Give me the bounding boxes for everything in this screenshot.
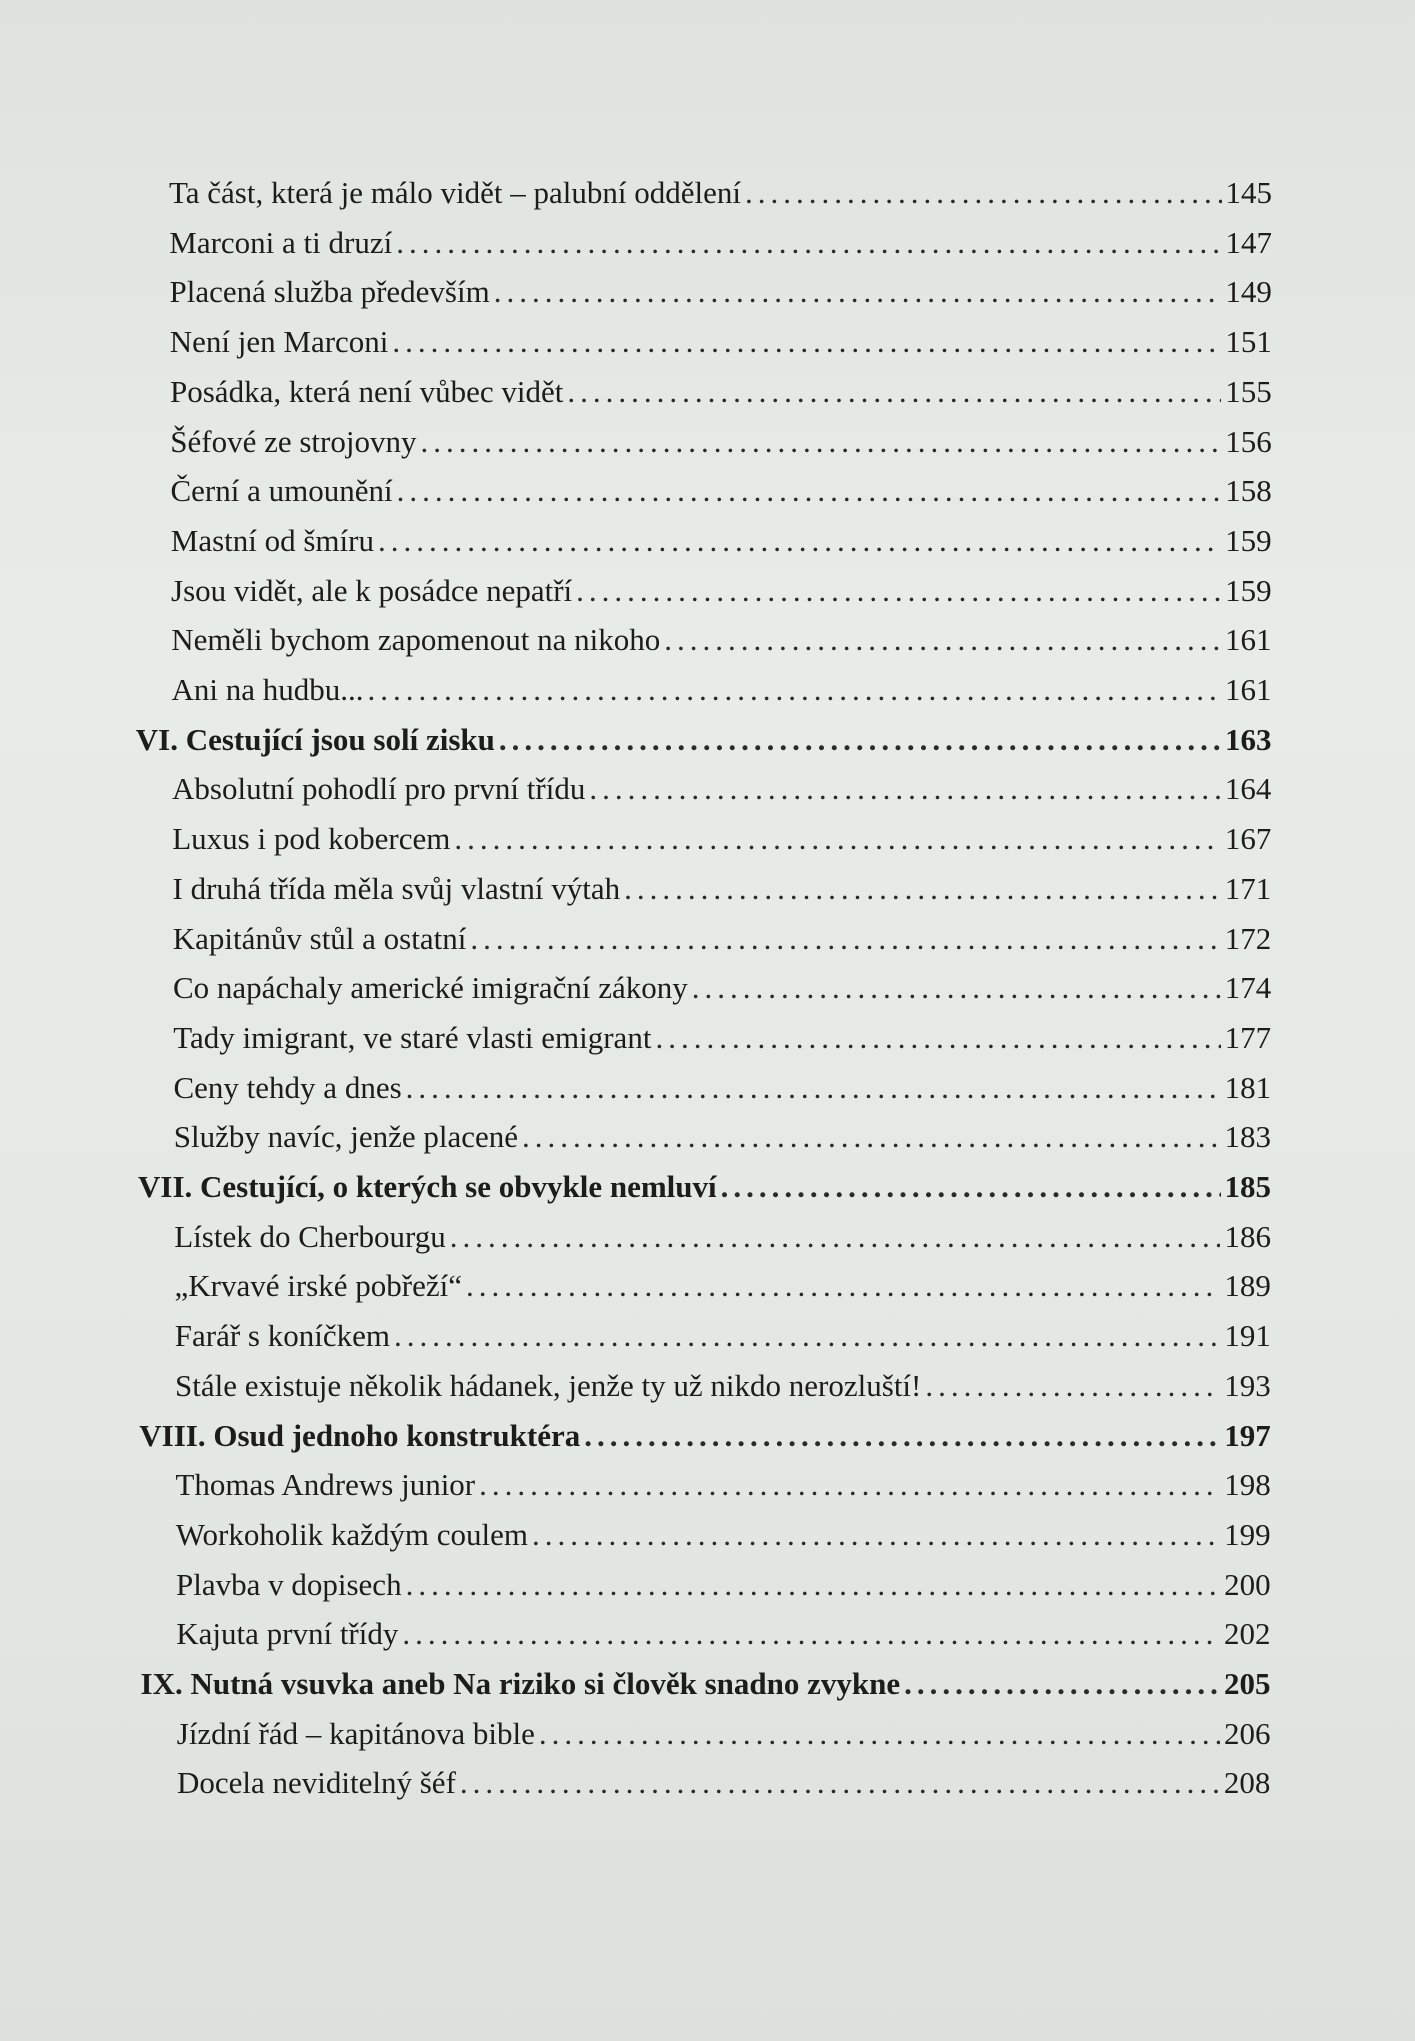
toc-entry-title: Jsou vidět, ale k posádce nepatří	[171, 572, 573, 608]
toc-section-entry	[170, 274, 1272, 324]
toc-page-number: 193	[1224, 1367, 1271, 1403]
toc-page-number: 161	[1225, 672, 1272, 707]
toc-leader-dots	[394, 1318, 1220, 1354]
toc-leader-dots	[460, 1765, 1220, 1801]
toc-page-number: 181	[1224, 1069, 1272, 1105]
toc-page-number: 198	[1224, 1467, 1271, 1503]
toc-page-number: 145	[1225, 175, 1272, 210]
toc-section-entry	[174, 1219, 1271, 1269]
toc-entry-title: Marconi a ti druzí	[169, 224, 393, 260]
toc-page-number: 161	[1225, 622, 1272, 658]
toc-section-entry	[173, 871, 1272, 921]
toc-leader-dots	[406, 1567, 1221, 1603]
toc-leader-dots	[532, 1517, 1220, 1553]
toc-page-number: 185	[1224, 1169, 1271, 1204]
toc-leader-dots	[745, 175, 1221, 211]
toc-entry-title: Tady imigrant, ve staré vlasti emigrant	[173, 1019, 652, 1055]
toc-section-entry	[171, 473, 1272, 523]
toc-section-entry	[170, 424, 1272, 474]
toc-section-entry	[172, 771, 1271, 821]
toc-chapter-entry	[139, 1418, 1271, 1468]
toc-page-number: 205	[1224, 1666, 1271, 1701]
toc-page-number: 186	[1224, 1218, 1271, 1254]
toc-entry-title: Neměli bychom zapomenout na nikoho	[171, 622, 661, 658]
toc-entry-title: IX. Nutná vsuvka aneb Na riziko si člověk snadno zvykne	[140, 1666, 901, 1701]
toc-entry-title: VIII. Osud jednoho konstruktéra	[139, 1417, 581, 1453]
toc-section-entry	[170, 324, 1272, 374]
toc-entry-title: Workoholik každým coulem	[175, 1516, 528, 1552]
toc-leader-dots	[402, 1616, 1220, 1652]
toc-leader-dots	[904, 1666, 1220, 1702]
toc-page-number: 206	[1223, 1715, 1271, 1751]
toc-leader-dots	[567, 374, 1221, 410]
toc-page-number: 183	[1224, 1119, 1272, 1155]
toc-section-entry	[176, 1517, 1271, 1567]
toc-leader-dots	[624, 871, 1221, 907]
toc-leader-dots	[499, 722, 1221, 758]
toc-section-entry	[173, 970, 1271, 1020]
toc-leader-dots	[378, 523, 1221, 559]
toc-leader-dots	[420, 424, 1221, 460]
toc-leader-dots	[454, 821, 1221, 857]
toc-entry-title: Thomas Andrews junior	[175, 1467, 476, 1503]
toc-leader-dots	[396, 225, 1221, 261]
toc-page-number: 197	[1224, 1417, 1271, 1453]
toc-page-number: 149	[1225, 274, 1272, 310]
toc-page-number: 172	[1224, 920, 1272, 956]
toc-page-number: 151	[1225, 324, 1272, 360]
toc-section-entry	[170, 374, 1272, 424]
toc-section-entry	[172, 821, 1271, 871]
toc-page-number: 171	[1224, 870, 1272, 906]
toc-section-entry	[175, 1318, 1271, 1368]
toc-leader-dots	[368, 672, 1221, 708]
toc-entry-title: Jízdní řád – kapitánova bible	[176, 1715, 535, 1751]
toc-entry-title: Stále existuje několik hádanek, jenže ty už nikdo nerozluští!	[175, 1367, 922, 1403]
toc-section-entry	[177, 1716, 1271, 1766]
toc-chapter-entry	[136, 722, 1272, 772]
toc-entry-title: Není jen Marconi	[169, 324, 389, 360]
toc-leader-dots	[522, 1119, 1221, 1155]
toc-entry-title: „Krvavé irské pobřeží“	[174, 1268, 462, 1304]
toc-leader-dots	[692, 970, 1221, 1006]
toc-leader-dots	[450, 1219, 1221, 1255]
toc-entry-title: Služby navíc, jenže placené	[173, 1119, 519, 1155]
toc-page-number: 159	[1225, 572, 1272, 608]
toc-leader-dots	[466, 1268, 1220, 1304]
toc-entry-title: Kapitánův stůl a ostatní	[172, 920, 467, 956]
toc-page-number: 208	[1223, 1765, 1271, 1801]
toc-leader-dots	[655, 1020, 1220, 1056]
toc-section-entry	[169, 225, 1272, 275]
toc-page-number: 167	[1224, 821, 1272, 857]
toc-section-entry	[175, 1368, 1271, 1418]
toc-leader-dots	[576, 573, 1221, 609]
toc-entry-title: Co napáchaly americké imigrační zákony	[173, 970, 688, 1006]
toc-leader-dots	[479, 1467, 1220, 1503]
toc-section-entry	[171, 573, 1272, 623]
toc-entry-title: Černí a umounění	[170, 473, 393, 509]
toc-entry-title: Docela neviditelný šéf	[177, 1765, 456, 1801]
toc-section-entry	[169, 175, 1272, 225]
toc-page-number: 199	[1224, 1516, 1271, 1552]
toc-leader-dots	[494, 274, 1222, 310]
toc-page-number: 159	[1225, 522, 1272, 558]
toc-section-entry	[172, 672, 1272, 722]
toc-section-entry	[176, 1567, 1271, 1617]
toc-section-entry	[173, 1020, 1271, 1070]
toc-leader-dots	[925, 1368, 1220, 1404]
toc-entry-title: VI. Cestující jsou solí zisku	[135, 721, 495, 757]
toc-section-entry	[171, 622, 1271, 672]
toc-page-number: 189	[1224, 1268, 1271, 1304]
toc-entry-title: Kajuta první třídy	[176, 1616, 399, 1652]
toc-leader-dots	[397, 473, 1222, 509]
toc-page-number: 158	[1225, 473, 1272, 509]
toc-leader-dots	[664, 622, 1221, 658]
toc-leader-dots	[392, 324, 1221, 360]
toc-page-number: 174	[1224, 970, 1272, 1006]
toc-entry-title: Mastní od šmíru	[170, 522, 374, 558]
toc-entry-title: Placená služba především	[169, 274, 490, 310]
toc-section-entry	[176, 1616, 1270, 1666]
toc-entry-title: Farář s koníčkem	[174, 1318, 390, 1354]
toc-page-number: 191	[1224, 1318, 1271, 1354]
toc-page-number: 200	[1224, 1566, 1271, 1602]
toc-leader-dots	[470, 921, 1220, 957]
toc-entry-title: VII. Cestující, o kterých se obvykle nemluví	[138, 1169, 717, 1204]
toc-leader-dots	[589, 771, 1221, 807]
toc-section-entry	[176, 1467, 1271, 1517]
toc-page-number: 177	[1224, 1019, 1272, 1055]
toc-page-number: 202	[1224, 1616, 1271, 1652]
toc-page-number: 156	[1225, 423, 1272, 459]
toc-chapter-entry	[138, 1169, 1271, 1219]
toc-page-number: 155	[1225, 373, 1272, 409]
toc-section-entry	[174, 1070, 1272, 1120]
toc-entry-title: Absolutní pohodlí pro první třídu	[172, 771, 586, 807]
toc-page-number: 164	[1224, 771, 1272, 807]
toc-leader-dots	[539, 1716, 1220, 1752]
toc-section-entry	[173, 921, 1272, 971]
toc-section-entry	[175, 1268, 1271, 1318]
toc-section-entry	[177, 1765, 1270, 1815]
toc-leader-dots	[406, 1070, 1221, 1106]
toc-chapter-entry	[141, 1666, 1271, 1716]
toc-entry-title: Ani na hudbu...	[171, 672, 364, 707]
toc-entry-title: Ceny tehdy a dnes	[173, 1069, 402, 1105]
toc-entry-title: Ta část, která je málo vidět – palubní oddělení	[169, 175, 742, 210]
toc-entry-title: Lístek do Cherbourgu	[174, 1218, 446, 1254]
toc-section-entry	[171, 523, 1272, 573]
toc-entry-title: Posádka, která není vůbec vidět	[170, 373, 564, 409]
toc-entry-title: I druhá třída měla svůj vlastní výtah	[172, 870, 621, 906]
toc-entry-title: Šéfové ze strojovny	[170, 423, 417, 459]
toc-page-number: 147	[1225, 224, 1272, 260]
toc-entry-title: Plavba v dopisech	[176, 1566, 402, 1602]
toc-leader-dots	[584, 1418, 1220, 1454]
toc-page-number: 163	[1224, 721, 1272, 757]
toc-leader-dots	[721, 1169, 1221, 1205]
toc-section-entry	[174, 1119, 1271, 1169]
toc-entry-title: Luxus i pod kobercem	[172, 821, 451, 857]
